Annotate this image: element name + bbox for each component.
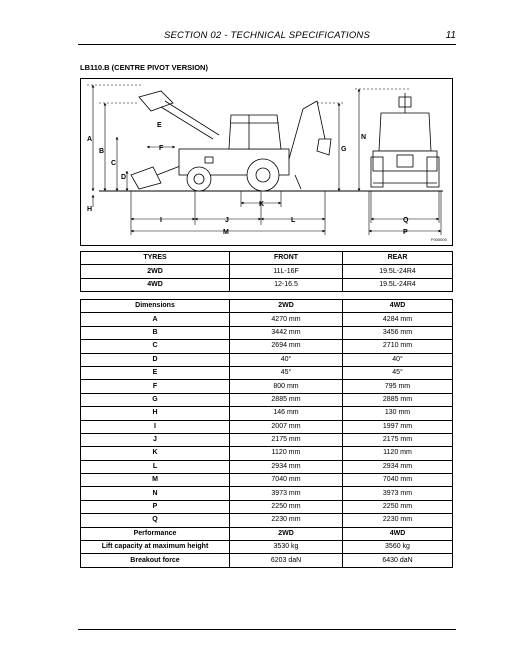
- row-label: M: [81, 474, 230, 487]
- row-label: I: [81, 420, 230, 433]
- performance-header: Performance: [81, 527, 230, 540]
- row-label: J: [81, 433, 230, 446]
- row-label: L: [81, 460, 230, 473]
- table-row: [81, 420, 453, 433]
- table-row: [81, 541, 453, 554]
- cell-2wd: 2885 mm: [230, 393, 343, 406]
- table-row: [81, 447, 453, 460]
- table-row: [81, 313, 453, 326]
- dim-label-c: C: [111, 160, 117, 167]
- cell-front: 11L-16F: [230, 265, 343, 278]
- cell-2wd: 3530 kg: [230, 541, 343, 554]
- table-row: [81, 380, 453, 393]
- cell-4wd: 2885 mm: [343, 393, 453, 406]
- dim-label-d: D: [121, 174, 127, 181]
- dim-label-g: G: [341, 146, 347, 153]
- table-row: [81, 393, 453, 406]
- cell-4wd: 2230 mm: [343, 514, 453, 527]
- dim-label-e: E: [157, 122, 162, 129]
- cell-4wd: 2250 mm: [343, 500, 453, 513]
- model-subtitle: LB110.B (CENTRE PIVOT VERSION): [80, 63, 208, 72]
- dim-label-n: N: [361, 134, 367, 141]
- backhoe-side-view: [131, 91, 331, 191]
- cell-2wd: 1120 mm: [230, 447, 343, 460]
- tyres-header: TYRES: [81, 252, 230, 265]
- cell-4wd: 1120 mm: [343, 447, 453, 460]
- cell-4wd: 45°: [343, 366, 453, 379]
- cell-4wd: 3560 kg: [343, 541, 453, 554]
- table-row: [81, 460, 453, 473]
- row-label: A: [81, 313, 230, 326]
- row-label: E: [81, 366, 230, 379]
- cell-4wd: 2710 mm: [343, 340, 453, 353]
- dim-label-p: P: [403, 229, 408, 236]
- cell-4wd: 3973 mm: [343, 487, 453, 500]
- table-row: [81, 474, 453, 487]
- 2wd-header: 2WD: [230, 527, 343, 540]
- cell-2wd: 7040 mm: [230, 474, 343, 487]
- row-label: D: [81, 353, 230, 366]
- cell-4wd: 40°: [343, 353, 453, 366]
- figure-code: F000000: [431, 237, 447, 242]
- dim-label-h: H: [87, 206, 93, 213]
- footer-rule: [78, 629, 456, 630]
- row-label: C: [81, 340, 230, 353]
- tyres-table: [80, 251, 453, 292]
- row-label: 2WD: [81, 265, 230, 278]
- cell-2wd: 2230 mm: [230, 514, 343, 527]
- cell-front: 12-16.5: [230, 278, 343, 291]
- cell-4wd: 4284 mm: [343, 313, 453, 326]
- row-label: K: [81, 447, 230, 460]
- cell-2wd: 3442 mm: [230, 326, 343, 339]
- cell-2wd: 2250 mm: [230, 500, 343, 513]
- cell-4wd: 3456 mm: [343, 326, 453, 339]
- cell-2wd: 2007 mm: [230, 420, 343, 433]
- cell-4wd: 130 mm: [343, 407, 453, 420]
- row-label: H: [81, 407, 230, 420]
- cell-2wd: 2694 mm: [230, 340, 343, 353]
- cell-2wd: 6203 daN: [230, 554, 343, 567]
- row-label: Q: [81, 514, 230, 527]
- dim-label-f: F: [159, 145, 164, 152]
- cell-rear: 19.5L-24R4: [343, 278, 453, 291]
- 4wd-header: 4WD: [343, 527, 453, 540]
- dim-label-l: L: [291, 217, 296, 224]
- cell-4wd: 2934 mm: [343, 460, 453, 473]
- page-header: [78, 30, 456, 45]
- table-row: [81, 433, 453, 446]
- row-label: P: [81, 500, 230, 513]
- table-row: [81, 554, 453, 567]
- cell-4wd: 2175 mm: [343, 433, 453, 446]
- rear-header: REAR: [343, 252, 453, 265]
- dim-label-b: B: [99, 148, 105, 155]
- cell-2wd: 4270 mm: [230, 313, 343, 326]
- dim-label-k: K: [259, 201, 265, 208]
- table-header-row: [81, 300, 453, 313]
- cell-rear: 19.5L-24R4: [343, 265, 453, 278]
- table-row: [81, 514, 453, 527]
- dim-label-i: I: [160, 217, 162, 224]
- backhoe-rear-view: [371, 93, 439, 187]
- section-title: SECTION 02 - TECHNICAL SPECIFICATIONS: [163, 30, 371, 41]
- dim-label-a: A: [87, 136, 93, 143]
- table-row: [81, 340, 453, 353]
- table-row: [81, 407, 453, 420]
- 2wd-header: 2WD: [230, 300, 343, 313]
- cell-2wd: 146 mm: [230, 407, 343, 420]
- table-header-row: [81, 252, 453, 265]
- row-label: G: [81, 393, 230, 406]
- cell-4wd: 6430 daN: [343, 554, 453, 567]
- row-label: N: [81, 487, 230, 500]
- row-label: Lift capacity at maximum height: [81, 541, 230, 554]
- row-label: 4WD: [81, 278, 230, 291]
- cell-2wd: 40°: [230, 353, 343, 366]
- cell-4wd: 7040 mm: [343, 474, 453, 487]
- cell-2wd: 3973 mm: [230, 487, 343, 500]
- dimensions-table: [80, 299, 453, 568]
- dim-label-m: M: [223, 229, 229, 236]
- table-row: [81, 326, 453, 339]
- cell-2wd: 2934 mm: [230, 460, 343, 473]
- backhoe-dimension-diagram: [80, 78, 453, 246]
- table-row: [81, 487, 453, 500]
- dim-label-j: J: [225, 217, 229, 224]
- cell-2wd: 45°: [230, 366, 343, 379]
- table-row: [81, 278, 453, 291]
- table-row: [81, 366, 453, 379]
- dim-label-q: Q: [403, 217, 409, 224]
- table-row: [81, 265, 453, 278]
- front-header: FRONT: [230, 252, 343, 265]
- cell-2wd: 2175 mm: [230, 433, 343, 446]
- row-label: F: [81, 380, 230, 393]
- cell-4wd: 1997 mm: [343, 420, 453, 433]
- table-row: [81, 353, 453, 366]
- row-label: Breakout force: [81, 554, 230, 567]
- performance-header-row: [81, 527, 453, 540]
- row-label: B: [81, 326, 230, 339]
- 4wd-header: 4WD: [343, 300, 453, 313]
- dimensions-header: Dimensions: [81, 300, 230, 313]
- page-number: 11: [445, 30, 456, 41]
- cell-4wd: 795 mm: [343, 380, 453, 393]
- cell-2wd: 800 mm: [230, 380, 343, 393]
- table-row: [81, 500, 453, 513]
